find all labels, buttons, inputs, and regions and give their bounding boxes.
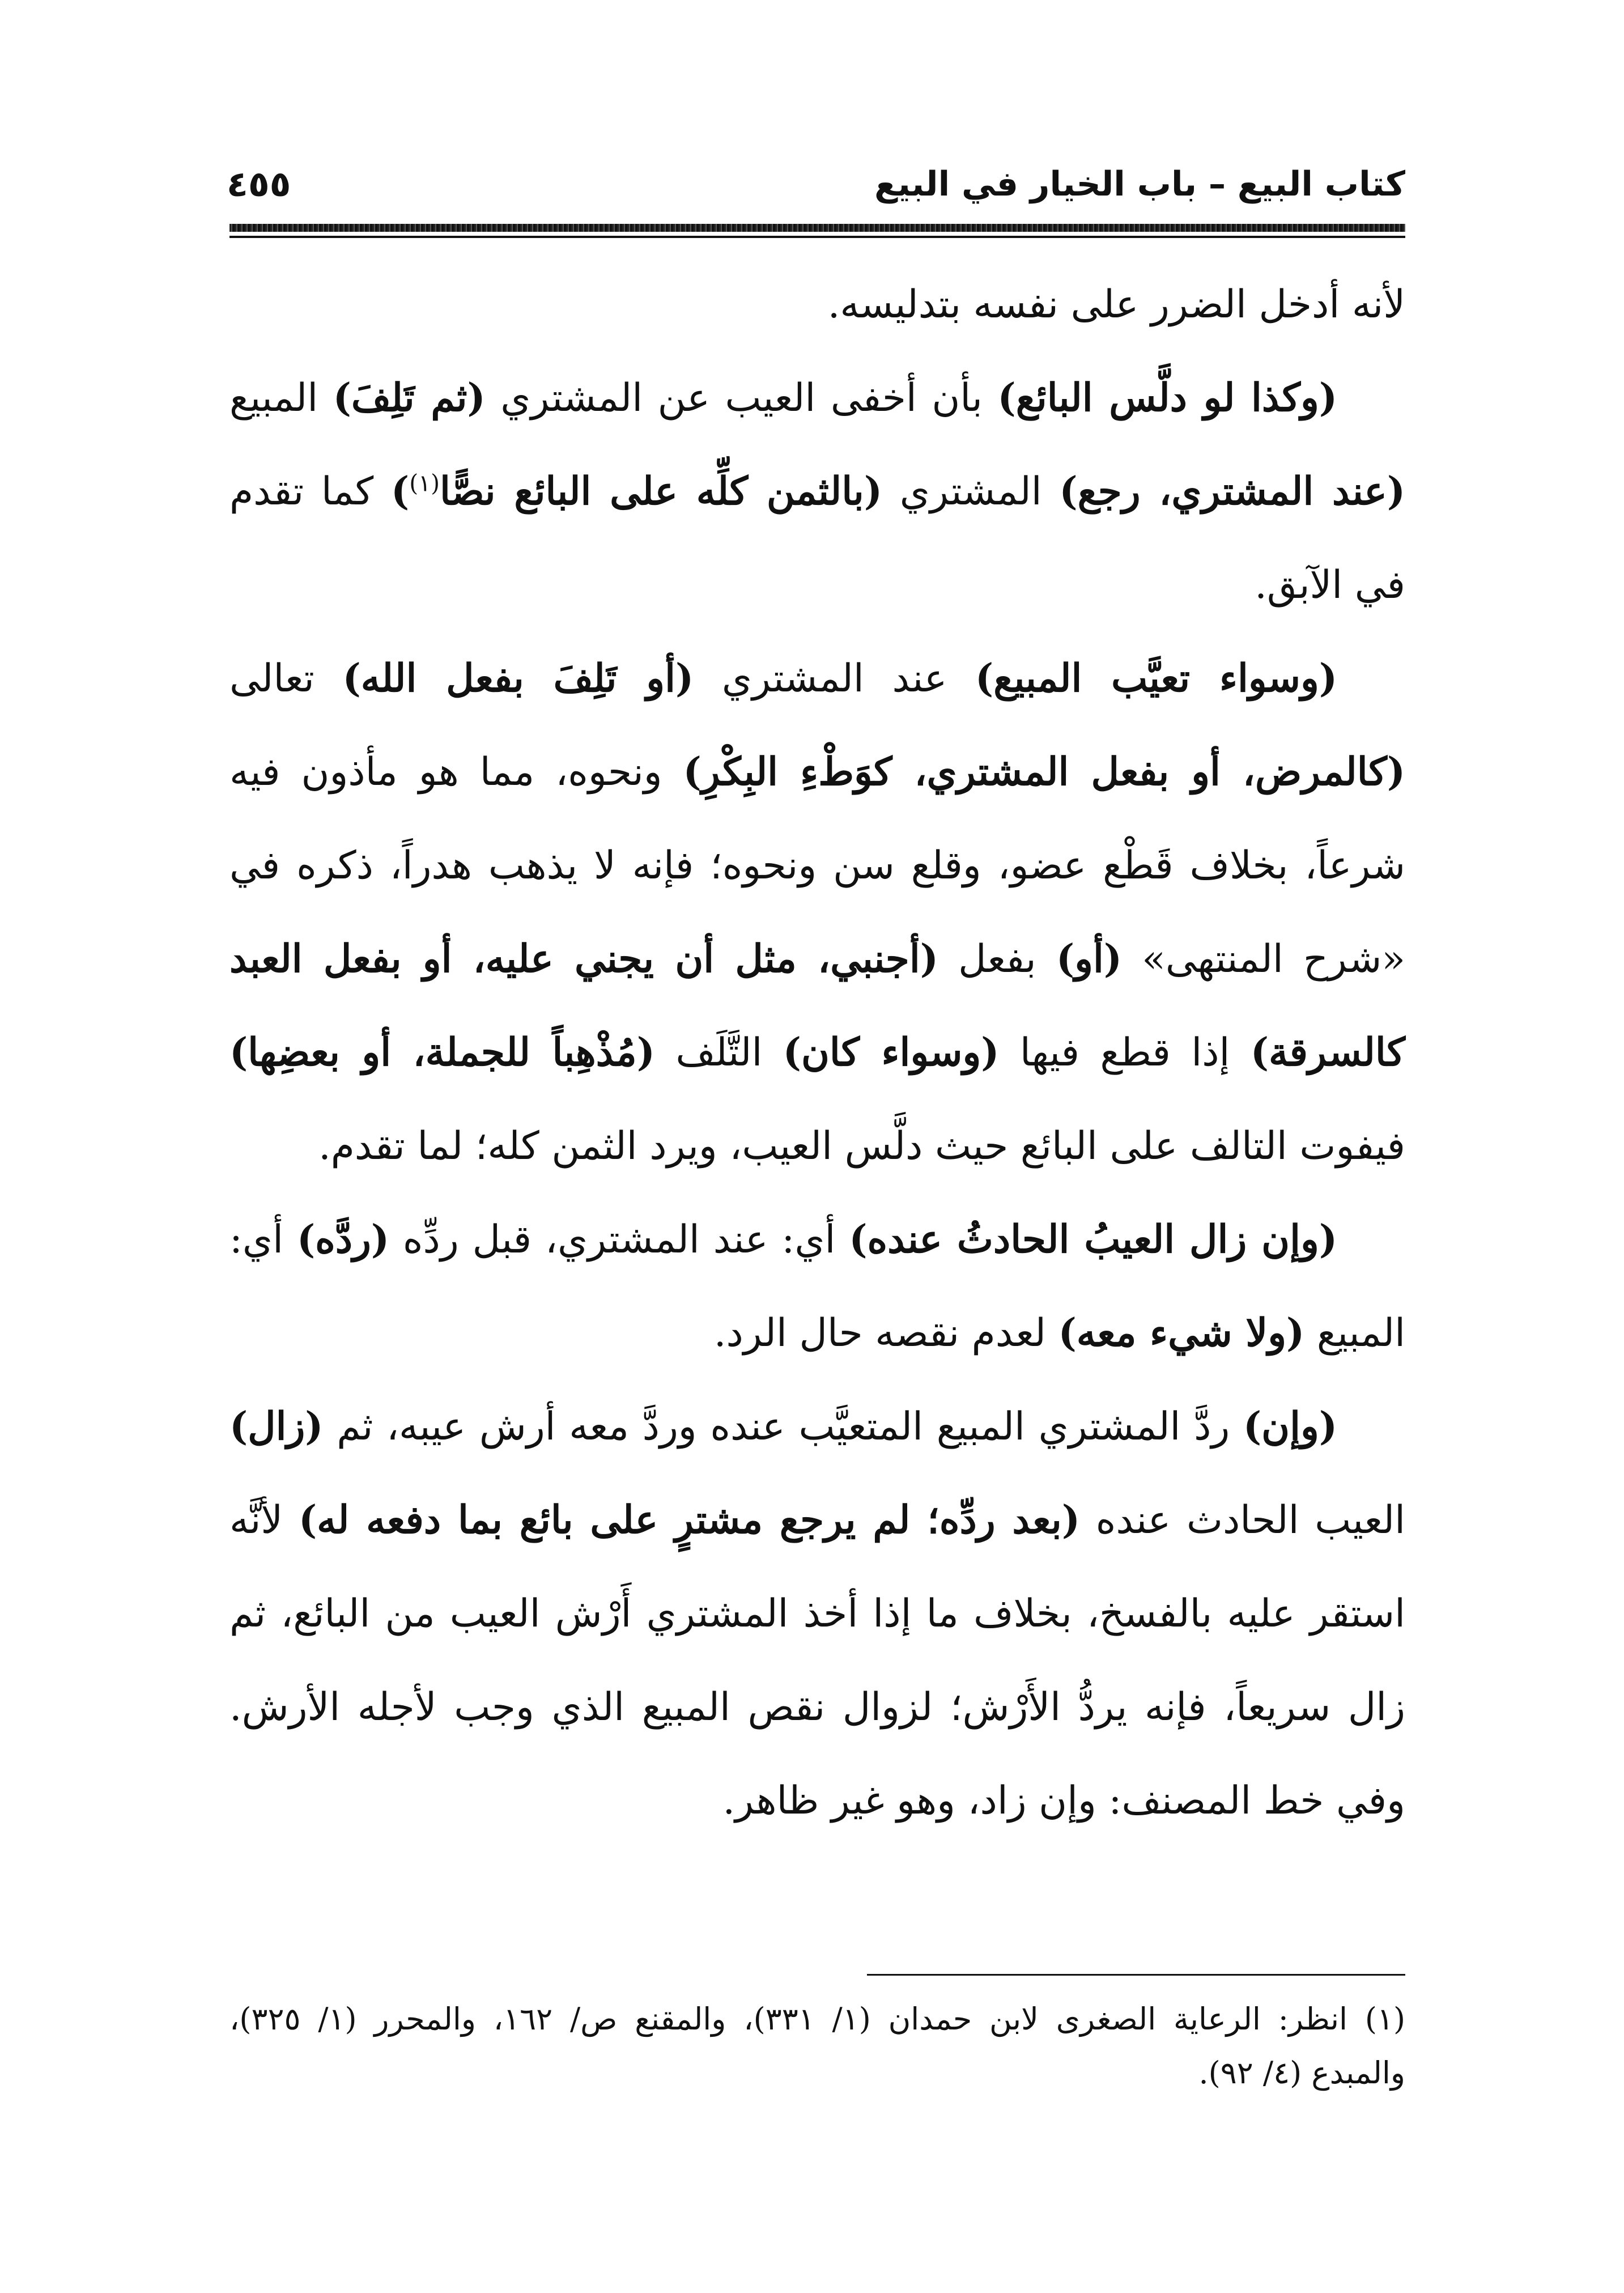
header-rule — [229, 224, 1405, 232]
header-rule-thin — [229, 236, 1405, 238]
sharh-text: المشتري — [882, 469, 1060, 514]
running-header — [227, 156, 1405, 207]
sharh-text: أي: عند المشتري، قبل ردِّه — [389, 1217, 849, 1262]
matn-text: (بعد ردِّه؛ لم يرجع مشترٍ على بائع بما دفعه له) — [298, 1497, 1081, 1543]
sharh-text: فيفوت التالف على البائع حيث دلَّس العيب، ويرد الثمن كله؛ لما تقدم. — [318, 1124, 1405, 1169]
sharh-text: بفعل — [938, 937, 1056, 982]
sharh-text: بأن أخفى العيب عن المشتري — [485, 376, 998, 421]
sharh-text: لأنَّه استقر عليه بالفسخ، بخلاف ما إذا أخذ المشتري أَرْش العيب من البائع، ثم زال سريعاً، فإنه يردُّ الأَرْش؛ لزوال نقص المبيع الذي وجب لأجله الأرش. وفي خط المصنف: وإن زاد، وهو غير ظاهر. — [229, 1498, 1405, 1823]
sharh-text: تعالى — [229, 656, 343, 701]
matn-text: ) — [391, 469, 410, 514]
sharh-text: إذا قطع فيها — [999, 1030, 1251, 1075]
sharh-text: لعدم نقصه حال الرد. — [713, 1311, 1058, 1356]
footnote-ref: (١) — [409, 469, 440, 497]
matn-text: (بالثمن كلِّه على البائع نصًّا — [439, 469, 883, 514]
sharh-text: عند المشتري — [694, 656, 976, 701]
footnote-separator — [867, 1974, 1405, 1976]
paragraph — [229, 351, 1405, 632]
matn-text: (عند المشتري، رجع) — [1059, 469, 1405, 514]
matn-text: (وكذا لو دلَّس البائع) — [997, 375, 1338, 421]
matn-text: (أو تَلِفَ بفعل الله) — [342, 656, 694, 701]
matn-text: (كالمرض، أو بفعل المشتري، كوَطْءِ البِكْرِ) — [683, 749, 1406, 795]
footnote — [229, 1992, 1405, 2100]
footnote-text: (١) انظر: الرعاية الصغرى لابن حمدان (١/ ٣٣١)، والمقنع ص/ ١٦٢، والمحرر (١/ ٣٢٥)، والمبدع (٤/ ٩٢). — [229, 2001, 1406, 2091]
matn-text: (وإن زال العيبُ الحادثُ عنده) — [849, 1217, 1337, 1262]
matn-text: (وسواء تعيَّب المبيع) — [975, 656, 1337, 701]
matn-text: (أو) — [1056, 936, 1123, 982]
matn-text: (ولا شيء معه) — [1058, 1310, 1305, 1356]
sharh-text: كما تقدم في الآبق. — [229, 469, 1405, 608]
matn-text: (زال) — [229, 1404, 324, 1449]
sharh-text: العيب الحادث عنده — [1080, 1498, 1405, 1543]
sharh-text: لأنه أدخل الضرر على نفسه بتدليسه. — [827, 282, 1405, 327]
sharh-text: أي: المبيع — [229, 1217, 1405, 1356]
matn-text: (وسواء كان) — [783, 1030, 1000, 1075]
sharh-text: ردَّ المشتري المبيع المتعيَّب عنده وردَّ معه أرش عيبه، ثم — [323, 1404, 1243, 1449]
header-title: كتاب البيع – باب الخيار في البيع — [874, 164, 1405, 204]
matn-text: (أجنبي، مثل أن يجني عليه، أو بفعل العبد كالسرقة) — [229, 936, 1405, 1075]
paragraph — [229, 258, 1405, 351]
matn-text: (مُذْهِباً للجملة، أو بعضِها) — [229, 1030, 655, 1075]
sharh-text: المبيع — [229, 376, 333, 421]
matn-text: (ثم تَلِفَ) — [333, 375, 486, 421]
matn-text: (ردَّه) — [296, 1217, 390, 1262]
paragraph — [229, 1380, 1405, 1848]
paragraph — [229, 632, 1405, 1193]
main-text — [229, 258, 1405, 1848]
sharh-text: ونحوه، مما هو مأذون فيه شرعاً، بخلاف قَطْع عضو، وقلع سن ونحوه؛ فإنه لا يذهب هدراً، ذكره في «شرح المنتهى» — [229, 750, 1406, 982]
paragraph — [229, 1193, 1405, 1380]
matn-text: (وإن) — [1243, 1404, 1337, 1449]
page-number: ٤٥٥ — [227, 163, 291, 205]
sharh-text: التَّلَف — [654, 1030, 783, 1075]
